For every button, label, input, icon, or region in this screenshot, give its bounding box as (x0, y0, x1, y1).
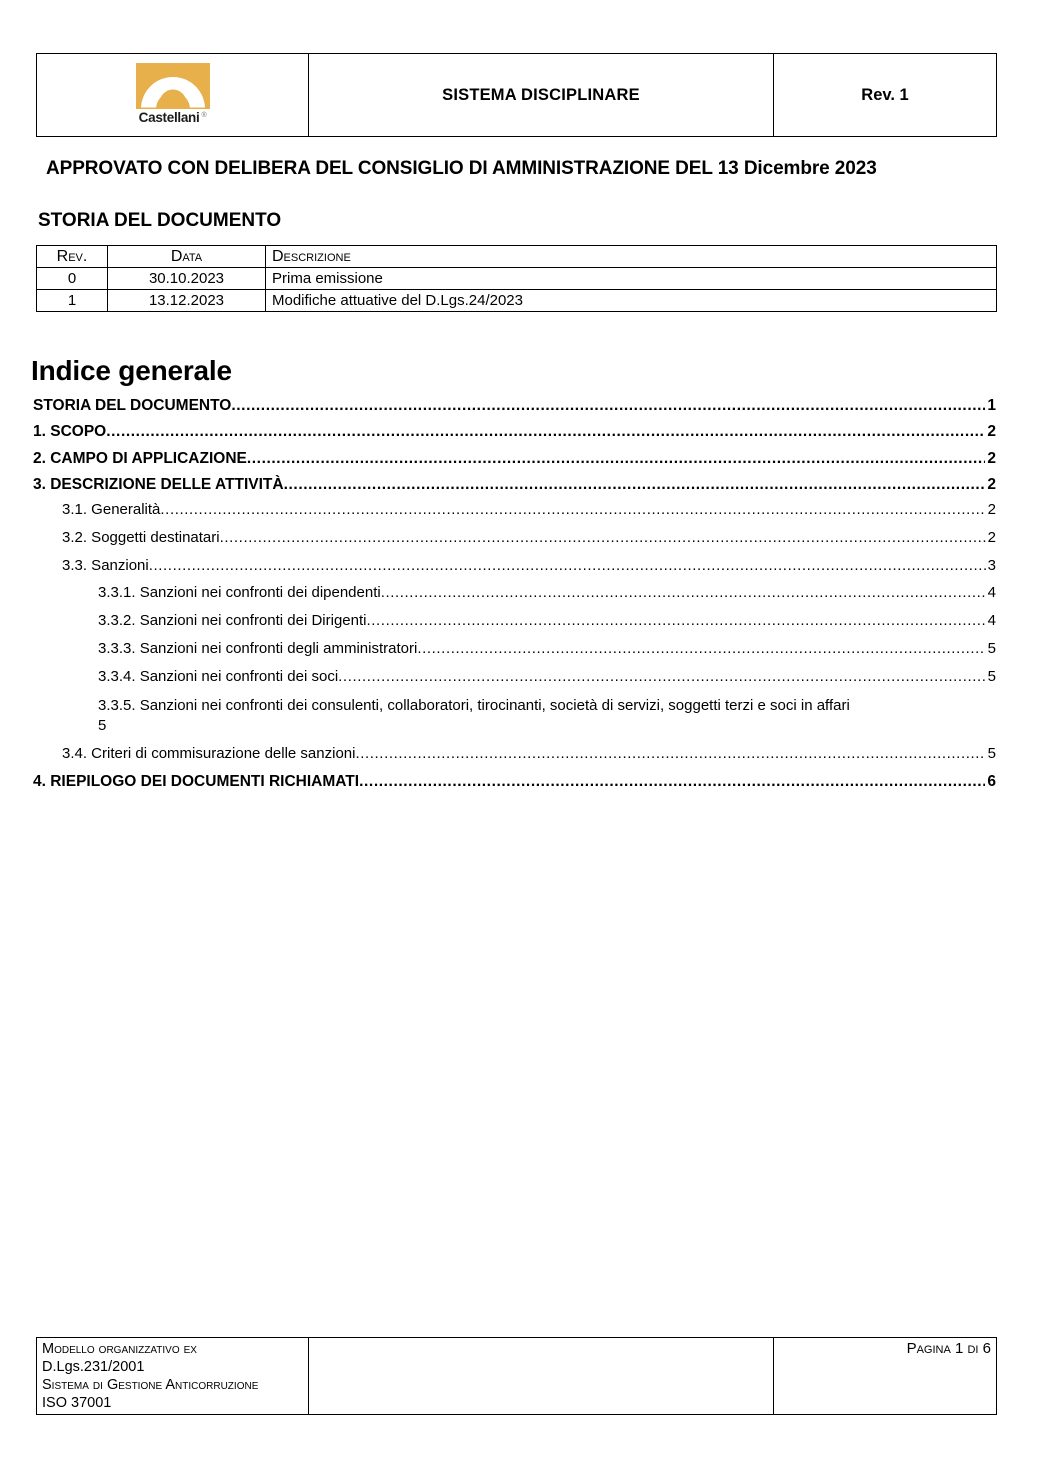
toc-dot-leader (149, 558, 986, 573)
history-cell-rev: 1 (37, 290, 108, 312)
history-col-descrizione: Descrizione (266, 246, 997, 268)
toc-entry[interactable] (33, 476, 996, 502)
toc-entry-label: 4. RIEPILOGO DEI DOCUMENTI RICHIAMATI (33, 773, 360, 791)
toc-entry-page: 3 (987, 556, 996, 574)
toc-entry-label: 3.1. Generalità (62, 501, 161, 519)
toc-entry[interactable] (33, 641, 996, 669)
toc-entry[interactable] (33, 746, 996, 774)
toc-dot-leader (160, 502, 985, 517)
toc-entry-page: 5 (987, 639, 996, 657)
castellani-logo (136, 63, 210, 125)
document-footer-table (36, 1337, 997, 1415)
history-col-rev: Rev. (37, 246, 108, 268)
toc-entry-label: 2. CAMPO DI APPLICAZIONE (33, 449, 247, 467)
toc-entry-label: STORIA DEL DOCUMENTO (33, 397, 232, 414)
toc-dot-leader (284, 477, 986, 493)
toc-entry[interactable] (33, 450, 996, 476)
table-row (37, 268, 997, 290)
toc-entry-label: 3. DESCRIZIONE DELLE ATTIVITÀ (33, 475, 284, 493)
toc-entry[interactable] (33, 613, 996, 641)
document-title: SISTEMA DISCIPLINARE (442, 85, 640, 104)
table-row (37, 290, 997, 312)
toc-entry-wrapped[interactable] (33, 696, 996, 745)
history-cell-descrizione: Prima emissione (266, 268, 997, 290)
footer-page-cell (774, 1338, 997, 1415)
history-col-data: Data (108, 246, 266, 268)
toc-entry-label: 3.2. Soggetti destinatari (62, 528, 220, 546)
toc-entry-page: 5 (987, 744, 996, 762)
history-cell-data: 30.10.2023 (108, 268, 266, 290)
toc-entry-label: 3.3.1. Sanzioni nei confronti dei dipendenti (98, 584, 381, 602)
toc-entry-page: 1 (987, 397, 996, 414)
footer-line: D.Lgs.231/2001 (42, 1359, 145, 1375)
toc-dot-leader (338, 669, 986, 684)
header-logo-cell (37, 54, 309, 137)
toc-entry[interactable] (33, 530, 996, 558)
logo-wordmark: Castellani ® (138, 110, 207, 125)
history-cell-descrizione: Modifiche attuative del D.Lgs.24/2023 (266, 290, 997, 312)
toc-entry-page: 2 (987, 449, 996, 467)
header-row (37, 54, 997, 137)
footer-line: Modello organizzativo ex (42, 1341, 197, 1357)
toc-entry-label: 3.4. Criteri di commisurazione delle sanzioni (62, 744, 356, 762)
toc-dot-leader (417, 641, 985, 656)
toc-entry-page: 2 (987, 423, 996, 441)
toc-dot-leader (367, 613, 986, 628)
approval-statement: APPROVATO CON DELIBERA DEL CONSIGLIO DI AMMINISTRAZIONE DEL 13 Dicembre 2023 (46, 158, 877, 179)
toc-entry-label: 3.3.5. Sanzioni nei confronti dei consulenti, collaboratori, tirocinanti, società di servizi, soggetti terzi e soci in affari (98, 697, 850, 715)
document-revision: Rev. 1 (861, 85, 909, 104)
toc-entry-label: 3.3.2. Sanzioni nei confronti dei Dirigenti (98, 612, 367, 630)
history-header-row (37, 246, 997, 268)
toc-entry[interactable] (33, 423, 996, 449)
toc-entry-page: 5 (987, 667, 996, 685)
toc-entry-page: 4 (987, 584, 996, 602)
footer-left-cell (37, 1338, 309, 1415)
toc-entry[interactable] (33, 502, 996, 530)
footer-line: ISO 37001 (42, 1395, 112, 1411)
toc-entry[interactable] (33, 558, 996, 586)
footer-line: Sistema di Gestione Anticorruzione (42, 1377, 259, 1393)
history-table-body (37, 268, 997, 312)
footer-row (37, 1338, 997, 1415)
toc-dot-leader (359, 774, 985, 790)
page-number-label: Pagina 1 di 6 (906, 1340, 991, 1357)
history-table-head (37, 246, 997, 268)
toc-entry-page: 2 (987, 501, 996, 519)
toc-dot-leader (231, 398, 985, 414)
toc-entry-label: 1. SCOPO (33, 423, 107, 441)
logo-trademark: ® (201, 111, 207, 119)
castellani-logo-icon (136, 63, 210, 109)
toc-entry-page: 6 (987, 773, 996, 791)
toc-entry[interactable] (33, 397, 996, 423)
toc-entry-label: 3.3. Sanzioni (62, 556, 149, 574)
header-revision-cell (774, 54, 997, 137)
document-history-table (36, 245, 997, 312)
toc-entry-page: 5 (98, 716, 107, 734)
toc-entry-page: 2 (987, 475, 996, 493)
document-header-table (36, 53, 997, 137)
toc-entry-label: 3.3.3. Sanzioni nei confronti degli amministratori (98, 639, 418, 657)
toc-entry-page: 2 (987, 528, 996, 546)
toc-entry[interactable] (33, 585, 996, 613)
toc-dot-leader (381, 585, 986, 600)
toc-dot-leader (355, 746, 985, 761)
history-cell-data: 13.12.2023 (108, 290, 266, 312)
toc-dot-leader (106, 424, 985, 440)
history-cell-rev: 0 (37, 268, 108, 290)
header-title-cell (309, 54, 774, 137)
toc-dot-leader (220, 530, 986, 545)
page-title: Indice generale (31, 355, 232, 386)
toc-dot-leader (247, 451, 986, 467)
toc-entry[interactable] (33, 773, 996, 799)
toc-entry-label: 3.3.4. Sanzioni nei confronti dei soci (98, 667, 339, 685)
toc-entry[interactable] (33, 669, 996, 697)
footer-center-cell (309, 1338, 774, 1415)
toc-entry-page: 4 (987, 612, 996, 630)
section-heading-storia: STORIA DEL DOCUMENTO (38, 210, 282, 231)
table-of-contents (33, 397, 996, 800)
